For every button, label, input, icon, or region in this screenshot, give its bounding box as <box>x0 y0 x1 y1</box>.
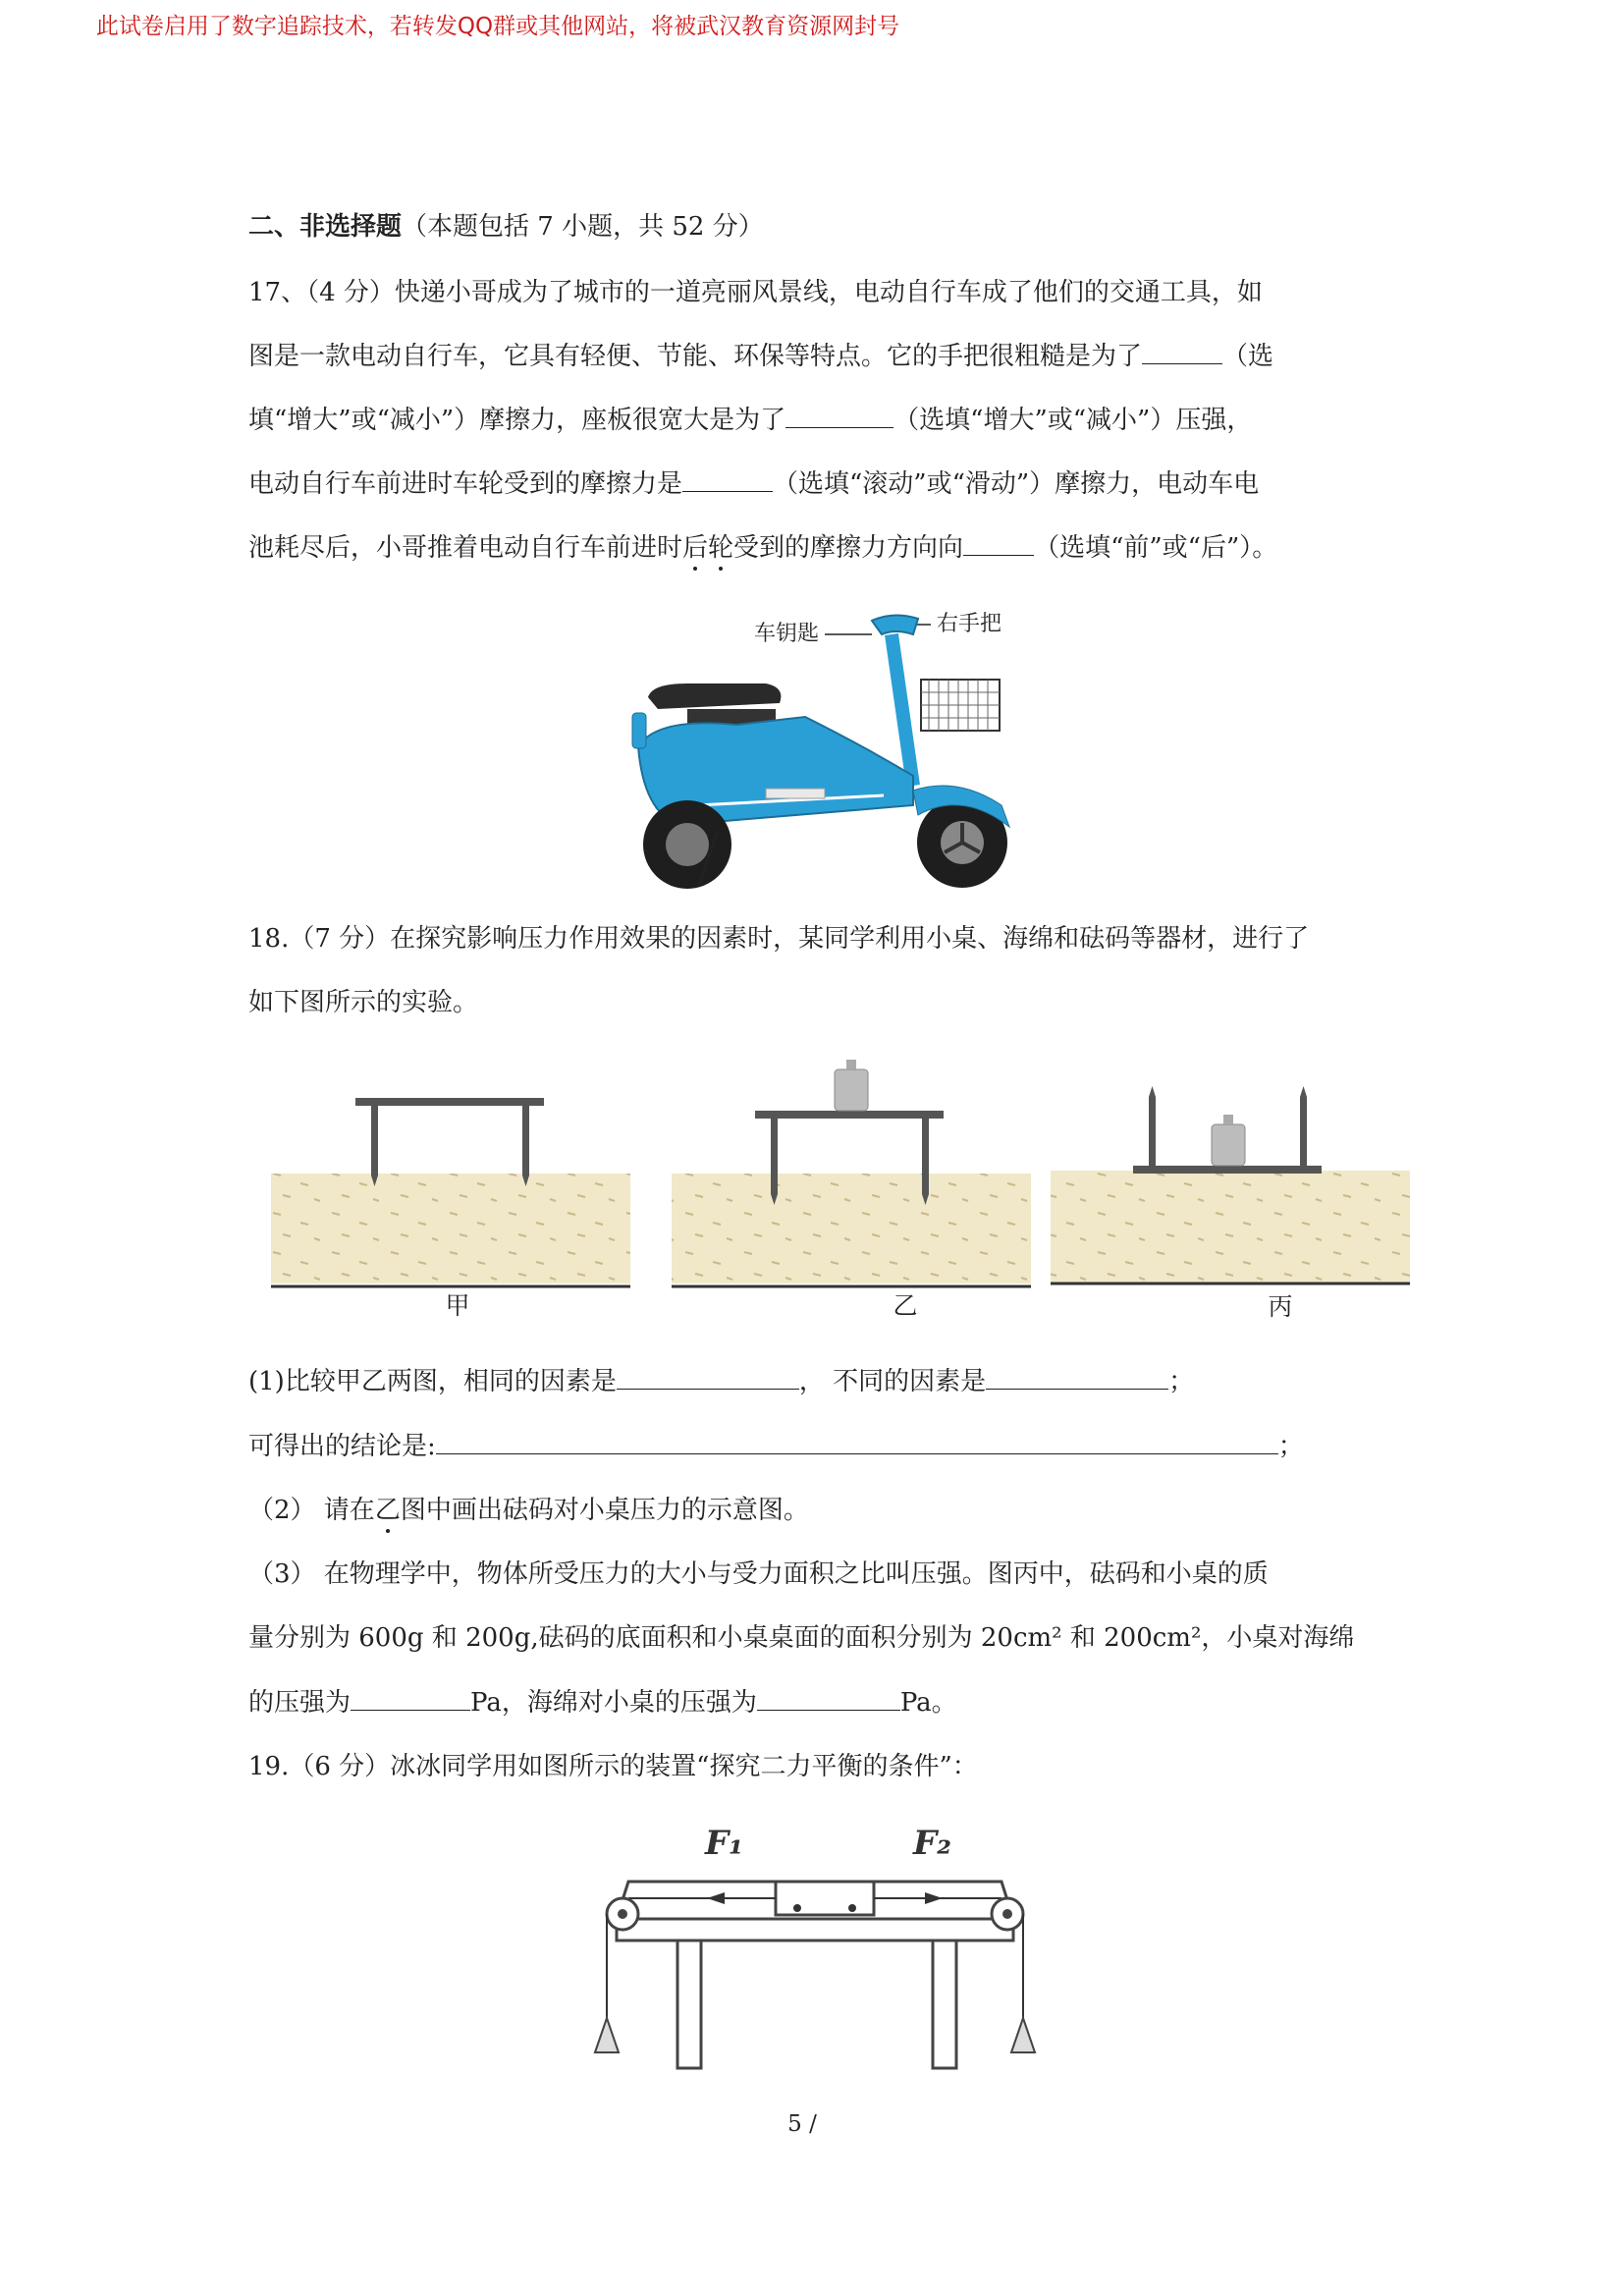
q17-blank-2 <box>785 404 893 428</box>
q18-part-3-line-3: 的压强为 Pa，海绵对小桌的压强为 Pa。 <box>248 1688 957 1718</box>
q17-blank-4 <box>963 531 1034 556</box>
electric-scooter-figure <box>619 599 1031 899</box>
section-heading: 二、非选择题（本题包括 7 小题，共 52 分） <box>248 212 764 242</box>
label-yi: 乙 <box>893 1291 918 1320</box>
q18-blank-pressure-2 <box>757 1686 900 1711</box>
tracking-banner: 此试卷启用了数字追踪技术，若转发QQ群或其他网站，将被武汉教育资源网封号 <box>95 14 900 39</box>
q18-part-2: （2） 请在乙图中画出砝码对小桌压力的示意图。 <box>248 1496 809 1525</box>
q19-line-1: 19.（6 分）冰冰同学用如图所示的装置“探究二力平衡的条件”： <box>248 1752 978 1781</box>
panel-yi <box>672 1060 1031 1320</box>
sponge-experiment-figure <box>265 1046 1424 1321</box>
page-number: 5 / <box>787 2111 817 2137</box>
panel-bing <box>1051 1086 1410 1321</box>
q17-blank-3 <box>682 467 773 492</box>
label-bing: 丙 <box>1268 1292 1293 1321</box>
q18-blank-conclusion <box>436 1430 1278 1454</box>
q18-part-1-line-2: 可得出的结论是: ； <box>248 1432 1304 1461</box>
label-jia: 甲 <box>445 1291 470 1320</box>
q17-line-2: 图是一款电动自行车，它具有轻便、节能、环保等特点。它的手把很粗糙是为了 （选 <box>248 342 1274 371</box>
q18-line-1: 18.（7 分）在探究影响压力作用效果的因素时，某同学利用小桌、海绵和砝码等器材，进行了 <box>248 924 1310 954</box>
q18-part-3-line-1: （3） 在物理学中，物体所受压力的大小与受力面积之比叫压强。图丙中，砝码和小桌的质 <box>248 1559 1269 1589</box>
q17-line-1: 17、（4 分）快递小哥成为了城市的一道亮丽风景线，电动自行车成了他们的交通工具，如 <box>248 278 1263 307</box>
label-f2: F₂ <box>913 1824 952 1863</box>
weight-yi <box>835 1060 868 1111</box>
q17-line-4: 电动自行车前进时车轮受到的摩擦力是 （选填“滚动”或“滑动”）摩擦力，电动车电 <box>248 469 1260 499</box>
q18-line-2: 如下图所示的实验。 <box>248 988 479 1017</box>
q17-line-3: 填“增大”或“减小”）摩擦力，座板很宽大是为了 （选填“增大”或“减小”）压强， <box>248 406 1253 435</box>
weight-bing <box>1212 1115 1245 1166</box>
q18-blank-pressure-1 <box>351 1686 470 1711</box>
label-handle: 右手把 <box>937 612 1002 636</box>
q18-part-3-line-2: 量分别为 600g 和 200g,砝码的底面积和小桌桌面的面积分别为 20cm² 和 200cm²，小桌对海绵 <box>248 1623 1355 1653</box>
q17-line-5: 池耗尽后，小哥推着电动自行车前进时后轮受到的摩擦力方向向 （选填“前”或“后”）。 <box>248 533 1278 563</box>
panel-jia <box>271 1098 630 1320</box>
q18-blank-diff <box>986 1365 1168 1390</box>
two-force-balance-figure <box>589 1817 1060 2092</box>
q18-part-1-line-1: (1)比较甲乙两图，相同的因素是 ， 不同的因素是 ； <box>248 1367 1195 1396</box>
q18-blank-same <box>617 1365 799 1390</box>
label-key: 车钥匙 <box>754 622 820 646</box>
q17-blank-1 <box>1142 340 1222 364</box>
label-f1: F₁ <box>705 1824 744 1863</box>
